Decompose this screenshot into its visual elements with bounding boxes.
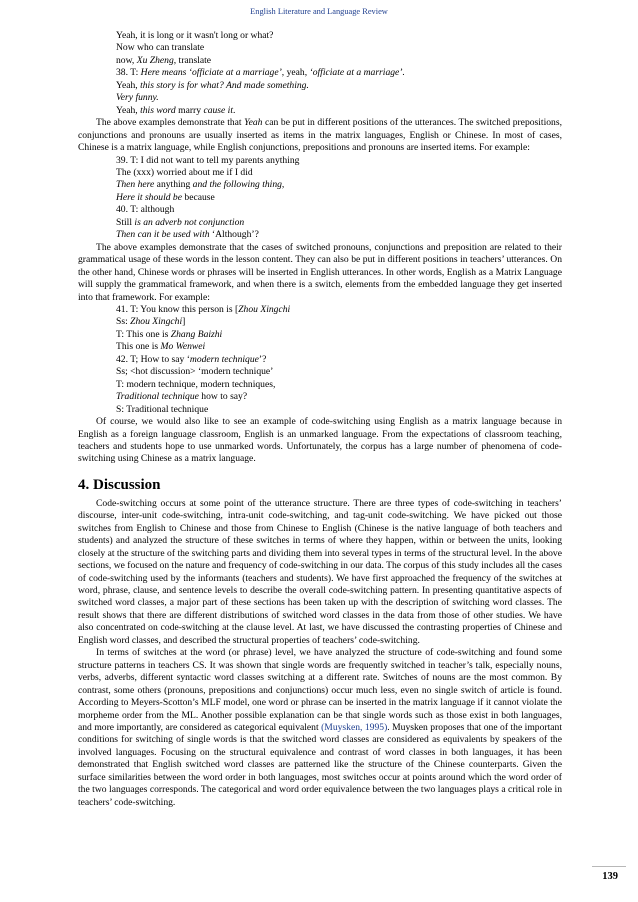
text-run: The above examples demonstrate that the cases of switched pronouns, conjunctions and preposition are related to their grammatical usage of these words in the lesson content. They can also be put in different positions in teachers’ utterances. On the other hand, Chinese words or phrases will be inserted in English utterances. In other words, English as a Matrix Language will supply the grammatical framework, and when there is a switch, elements from the embedded language they get inserted into that framework. For example: — [78, 241, 562, 303]
text-run: Yeah, — [116, 104, 141, 116]
italic-text: Zhang Baizhi — [170, 328, 223, 340]
italic-text: Xu Zheng — [136, 54, 174, 66]
italic-text: this word — [140, 104, 176, 116]
example-line — [78, 354, 562, 366]
example-line — [78, 404, 562, 416]
example-line — [78, 42, 562, 54]
paragraph — [78, 416, 562, 466]
text-run: ‘Although’? — [209, 229, 259, 241]
text-run: anything — [154, 179, 193, 191]
text-run: In terms of switches at the word (or phrase) level, we have analyzed the structure of code-switching and found some structure patterns in teachers CS. It was shown that single words are frequently switched in teacher’s talk, especially nouns, verbs, adverbs, different syntactic word classes switching at a different rate. Switches of nouns are the most common. By contrast, some others (pronouns, prepositions and conjunctions) occur much less, even no single switch of article is found. According to Meyers-Scotton’s MLF model, one word or phrase can be inserted in the matrix language if it cannot violate the morpheme order from the ML. Another possible explanation can be that single words such as those exist in both languages, and more importantly, are considered as categorical equivalent — [78, 647, 562, 734]
example-line — [78, 155, 562, 167]
text-run: T: modern technique, modern techniques, — [116, 378, 276, 390]
italic-text: Then here — [116, 179, 155, 191]
text-run: . — [233, 104, 236, 116]
example-block-top — [78, 30, 562, 117]
italic-text: Traditional technique — [116, 391, 199, 403]
example-line — [78, 379, 562, 391]
text-run: 42. T; How to say ‘ — [116, 353, 190, 365]
example-line — [78, 217, 562, 229]
text-run: 41. T: You know this person is [ — [116, 303, 239, 315]
italic-text: Zhou Xingchi — [238, 303, 291, 315]
text-run: marry — [175, 104, 204, 116]
text-run: Ss; <hot discussion> ‘modern technique’ — [116, 366, 274, 378]
text-run: Yeah, it is long or it wasn't long or what? — [116, 30, 274, 41]
italic-text: Here means ‘officiate at a marriage’, — [140, 67, 285, 79]
text-run: The above examples demonstrate that — [96, 117, 245, 129]
text-run: because — [182, 191, 215, 203]
italic-text: is an adverb not conjunction — [134, 216, 245, 228]
example-line — [78, 304, 562, 316]
italic-text: Mo Wenwei — [160, 341, 206, 353]
text-run: Now who can translate — [116, 42, 205, 54]
example-line — [78, 229, 562, 241]
paragraph — [78, 647, 562, 809]
page-number: 139 — [602, 871, 618, 882]
example-line — [78, 55, 562, 67]
italic-text: modern technique — [189, 353, 259, 365]
example-line — [78, 80, 562, 92]
text-run: S: Traditional technique — [116, 403, 209, 415]
example-block-middle — [78, 155, 562, 242]
italic-text: cause it — [203, 104, 234, 116]
example-line — [78, 67, 562, 79]
example-line — [78, 341, 562, 353]
text-run: yeah, — [284, 67, 310, 79]
paragraph — [78, 117, 562, 154]
text-run: ] — [182, 316, 186, 328]
example-line — [78, 204, 562, 216]
section-heading: 4. Discussion — [78, 476, 161, 493]
italic-text: this story is for what? And made something. — [140, 79, 309, 91]
example-line — [78, 329, 562, 341]
example-line — [78, 30, 562, 42]
text-run: Yeah, — [116, 79, 141, 91]
text-run: 40. T: although — [116, 204, 175, 216]
example-block-lower — [78, 304, 562, 416]
italic-text: Zhou Xingchi — [130, 316, 183, 328]
example-line — [78, 167, 562, 179]
text-run: how to say? — [198, 391, 248, 403]
paragraph — [78, 498, 562, 647]
example-line — [78, 192, 562, 204]
text-run: Ss: — [116, 316, 131, 328]
italic-text: and the following thing, — [192, 179, 285, 191]
text-run: . Muysken proposes that one of the important conditions for switching of single words is that the switched word classes are considered as equivalents by speakers of the involved languages. Focusing on the structural equivalence and contrast of word classes in both languages, it has been demonstrated that English switched word classes are patterned like the structure of the Chinese counterparts. Given the surface similarities between the word order in both languages, most switches occur at points around which the word order of the two languages corresponds. The categorical and word order equivalence between the two languages plays a critical role in teachers’ code-switching. — [78, 722, 562, 808]
article-body — [78, 30, 562, 809]
text-run: now, — [116, 54, 137, 66]
italic-text: Very funny. — [116, 92, 159, 104]
example-line — [78, 366, 562, 378]
text-run: 39. T: I did not want to tell my parents anything — [116, 154, 300, 166]
italic-text: Yeah — [244, 117, 263, 129]
text-run: , translate — [173, 54, 212, 66]
example-line — [78, 92, 562, 104]
italic-text: ‘officiate at a marriage’. — [309, 67, 405, 79]
paragraph — [78, 242, 562, 304]
italic-text: Here it should be — [116, 191, 182, 203]
running-header: English Literature and Language Review — [250, 7, 388, 16]
text-run: This one is — [116, 341, 161, 353]
text-run: T: This one is — [116, 328, 171, 340]
example-line — [78, 316, 562, 328]
text-run: Code-switching occurs at some point of the utterance structure. There are three types of code-switching in teachers’ discourse, inter-unit code-switching, intra-unit code-switching, and tag-unit code-switching. We have picked out those switches from English to Chinese and those from Chinese to English (Chinese is the native language of both teachers and students) and analyzed the structure of these switches in terms of where they happen, within or between the units, looking closely at the structure of the switching parts and dividing them into several types in terms of the structural level. In the above sections, we focused on the nature and frequency of code-switching in our data. The corpus of this study includes all the cases of code-switching used by the informants (teachers and students). We have first approached the frequency of the switches at word, phrase, clause, and sentence levels to describe the overall code-switching pattern. In presenting quantitative aspects of switched word classes, a major part of these sections has been taken up with the description of switching word classes. The result shows that there are different distributions of switched word classes in the data from those of other studies. We have also concentrated on code-switching at the clause level. At last, we have discussed the contrasting properties of Chinese and English word classes, and described the structural properties of teachers’ code-switching. — [78, 497, 562, 646]
example-line — [78, 105, 562, 117]
footer-rule — [592, 866, 626, 867]
text-run: ’? — [258, 353, 267, 365]
italic-text: Then can it be used with — [116, 229, 210, 241]
text-run: The (xxx) worried about me if I did — [116, 166, 253, 178]
text-run: Of course, we would also like to see an example of code-switching using English as a matrix language because in English as a foreign language classroom, English is an unmarked language. From the expectations of classroom teaching, teachers and students hope to use unmarked words. Unfortunately, the corpus has a large number of phenomena of code-switching using Chinese as a matrix language. — [78, 416, 562, 465]
citation-link[interactable]: (Muysken, 1995) — [321, 722, 388, 734]
text-run: can be put in different positions of the utterances. The switched prepositions, conjunctions and pronouns are usually inserted as items in the matrix languages, English or Chinese. In most of cases, Chinese is a matrix language, while English conjunctions, prepositions and pronouns are inserted items. For example: — [78, 117, 562, 154]
example-line — [78, 179, 562, 191]
text-run: Still — [116, 216, 135, 228]
example-line — [78, 391, 562, 403]
text-run: 38. T: — [116, 67, 141, 79]
